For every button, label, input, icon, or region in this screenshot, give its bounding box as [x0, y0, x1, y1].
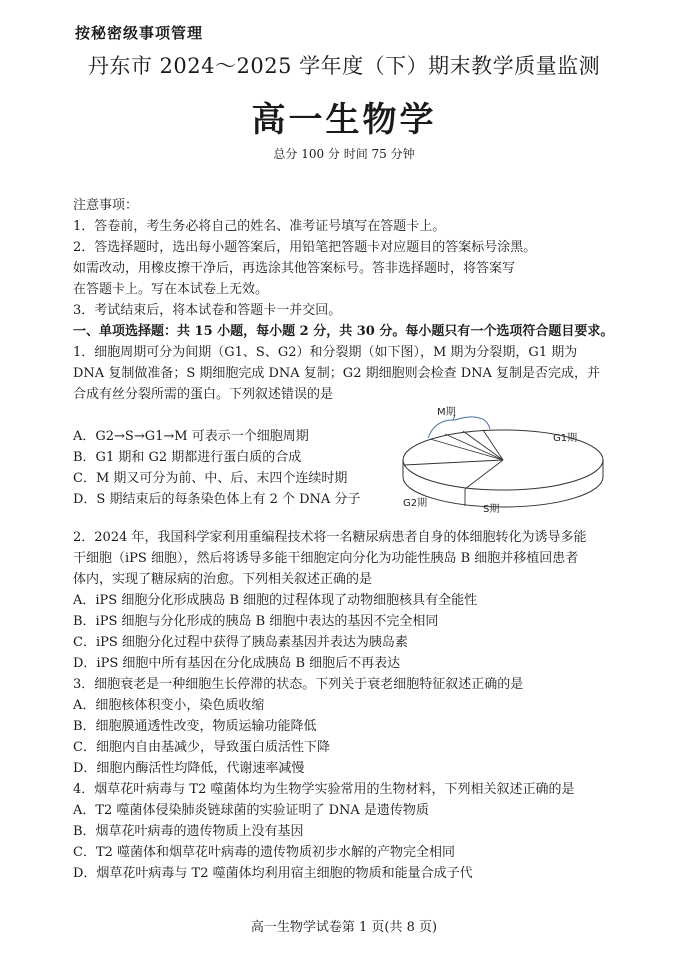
q4-stem: 4．烟草花叶病毒与 T2 噬菌体均为生物学实验常用的生物材料，下列相关叙述正确的是 [73, 782, 575, 797]
label-s-phase: S期 [483, 504, 500, 515]
q1-option-d: D．S 期结束后的每条染色体上有 2 个 DNA 分子 [73, 492, 361, 507]
q1-option-c: C．M 期又可分为前、中、后、末四个连续时期 [73, 471, 348, 486]
q3-option-a: A．细胞核体积变小，染色质收缩 [73, 698, 265, 713]
label-g2-phase: G2期 [403, 498, 428, 509]
page-title: 高一生物学 [251, 100, 437, 140]
secret-label: 按秘密级事项管理 [75, 24, 204, 42]
q1-option-a: A．G2→S→G1→M 可表示一个细胞周期 [73, 429, 309, 444]
q1-stem-line: 合成有丝分裂所需的蛋白。下列叙述错误的是 [73, 387, 334, 402]
exam-meta: 总分 100 分 时间 75 分钟 [273, 147, 415, 161]
q1-stem-line: 1．细胞周期可分为间期（G1、S、G2）和分裂期（如下图），M 期为分裂期，G1 期为 [73, 345, 578, 360]
q3-stem: 3．细胞衰老是一种细胞生长停滞的状态。下列关于衰老细胞特征叙述正确的是 [73, 677, 524, 692]
notes-heading: 注意事项： [73, 198, 139, 213]
q2-stem-line: 2．2024 年，我国科学家利用重编程技术将一名糖尿病患者自身的体细胞转化为诱导多能 [73, 530, 587, 545]
q2-stem-line: 干细胞（iPS 细胞），然后将诱导多能干细胞定向分化为功能性胰岛 B 细胞并移植回患者 [73, 551, 579, 566]
q4-option-d: D．烟草花叶病毒与 T2 噬菌体均利用宿主细胞的物质和能量合成子代 [73, 866, 473, 881]
q2-stem-line: 体内，实现了糖尿病的治愈。下列相关叙述正确的是 [73, 572, 373, 587]
notes-line: 在答题卡上。写在本试卷上无效。 [73, 282, 269, 297]
q2-option-c: C．iPS 细胞分化过程中获得了胰岛素基因并表达为胰岛素 [73, 635, 408, 650]
notes-line: 如需改动，用橡皮擦干净后，再选涂其他答案标号。答非选择题时，将答案写 [73, 261, 516, 276]
label-m-phase: M期 [437, 407, 456, 418]
notes-line: 3．考试结束后，将本试卷和答题卡一并交回。 [73, 303, 342, 318]
cell-cycle-diagram [395, 405, 610, 520]
exam-name: 丹东市 2024～2025 学年度（下）期末教学质量监测 [87, 54, 601, 78]
q2-option-a: A．iPS 细胞分化形成胰岛 B 细胞的过程体现了动物细胞核具有全能性 [73, 593, 478, 608]
notes-line: 1．答卷前，考生务必将自己的姓名、准考证号填写在答题卡上。 [73, 219, 446, 234]
label-g1-phase: G1期 [553, 433, 578, 444]
q4-option-b: B．烟草花叶病毒的遗传物质上没有基因 [73, 824, 304, 839]
q2-option-d: D．iPS 细胞中所有基因在分化成胰岛 B 细胞后不再表达 [73, 656, 401, 671]
section-heading: 一、单项选择题：共 15 小题，每小题 2 分，共 30 分。每小题只有一个选项符合题目要求。 [73, 324, 614, 339]
q2-option-b: B．iPS 细胞与分化形成的胰岛 B 细胞中表达的基因不完全相同 [73, 614, 439, 629]
q4-option-c: C．T2 噬菌体和烟草花叶病毒的遗传物质初步水解的产物完全相同 [73, 845, 456, 860]
q3-option-b: B．细胞膜通透性改变，物质运输功能降低 [73, 719, 317, 734]
notes-line: 2．答选择题时，选出每小题答案后，用铅笔把答题卡对应题目的答案标号涂黑。 [73, 240, 537, 255]
q1-stem-line: DNA 复制做准备；S 期细胞完成 DNA 复制；G2 期细胞则会检查 DNA 复制是否完成，并 [73, 366, 601, 381]
q1-option-b: B．G1 期和 G2 期都进行蛋白质的合成 [73, 450, 302, 465]
q3-option-c: C．细胞内自由基减少，导致蛋白质活性下降 [73, 740, 330, 755]
q3-option-d: D．细胞内酶活性均降低，代谢速率减慢 [73, 761, 305, 776]
page-footer: 高一生物学试卷第 1 页(共 8 页) [250, 920, 438, 935]
q4-option-a: A．T2 噬菌体侵染肺炎链球菌的实验证明了 DNA 是遗传物质 [73, 803, 429, 818]
